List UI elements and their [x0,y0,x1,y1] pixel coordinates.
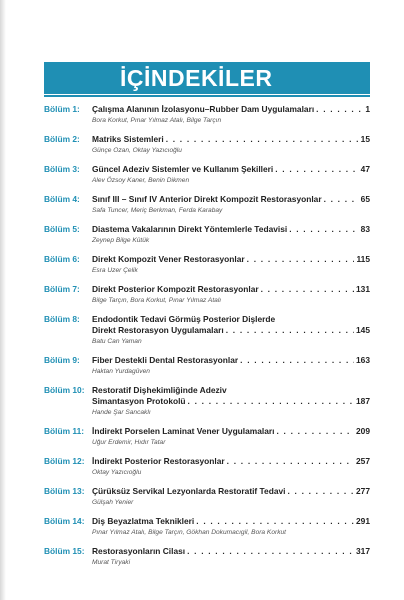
toc-entry[interactable] [44,284,370,305]
chapter-number: Bölüm 14: [44,516,85,526]
chapter-title: Simantasyon Protokolü [92,396,186,406]
toc-entry[interactable] [44,426,370,447]
page-number: 317 [356,546,370,556]
chapter-title: Çalışma Alanının İzolasyonu–Rubber Dam Uygulamaları [92,104,315,114]
chapter-number: Bölüm 5: [44,224,80,234]
dot-leader [316,104,363,115]
chapter-details [92,385,370,417]
dot-leader [324,194,359,205]
dot-leader [247,254,355,265]
chapter-authors: Safa Tuncer, Meriç Berkman, Ferda Karabay [92,207,223,214]
chapter-title: İndirekt Porselen Laminat Vener Uygulamaları [92,426,275,436]
toc-entry[interactable] [44,486,370,507]
chapter-number: Bölüm 4: [44,194,80,204]
chapter-details [92,194,370,215]
chapter-details [92,355,370,376]
dot-leader [187,546,354,557]
chapter-title: Endodontik Tedavi Görmüş Posterior Dişlerde [92,314,276,324]
chapter-title-line [92,546,370,557]
page-number: 163 [356,355,370,365]
dot-leader [188,396,354,407]
dot-leader [227,456,354,467]
page-number: 47 [360,164,370,174]
page-number: 291 [356,516,370,526]
toc-title: İÇİNDEKİLER [120,65,273,91]
chapter-authors: Gülşah Yenier [92,499,134,506]
page-number: 1 [365,104,370,114]
page-number: 65 [360,194,370,204]
chapter-authors: Uğur Erdemir, Hıdır Tatar [92,439,166,446]
dot-leader [240,355,354,366]
chapter-details [92,254,370,275]
toc-entry[interactable] [44,546,370,567]
chapter-title-line [92,325,370,336]
toc-entry[interactable] [44,456,370,477]
chapter-number: Bölüm 10: [44,385,85,395]
toc-title-banner [44,62,370,94]
chapter-title: Sınıf III – Sınıf IV Anterior Direkt Kompozit Restorasyonlar [92,194,322,204]
chapter-number: Bölüm 9: [44,355,80,365]
page-number: 277 [356,486,370,496]
chapter-number: Bölüm 13: [44,486,85,496]
chapter-number: Bölüm 2: [44,134,80,144]
chapter-title: Çürüksüz Servikal Lezyonlarda Restoratif Tedavi [92,486,286,496]
page-number: 209 [356,426,370,436]
toc-entry[interactable] [44,224,370,245]
chapter-title-line [92,314,370,325]
chapter-title: Güncel Adeziv Sistemler ve Kullanım Şekilleri [92,164,274,174]
chapter-title-line [92,134,370,145]
chapter-title: Restoratif Dişhekimliğinde Adeziv [92,385,227,395]
dot-leader [276,426,354,437]
dot-leader [289,224,358,235]
page-number: 187 [356,396,370,406]
chapter-title-line [92,385,370,396]
chapter-title: Diş Beyazlatma Teknikleri [92,516,195,526]
chapter-details [92,224,370,245]
chapter-authors: Murat Tiryaki [92,559,131,566]
chapter-title: İndirekt Posterior Restorasyonlar [92,456,225,466]
page-number: 115 [356,254,370,264]
table-of-contents [44,104,370,576]
page-number: 15 [360,134,370,144]
chapter-title-line [92,516,370,527]
toc-entry[interactable] [44,134,370,155]
chapter-number: Bölüm 12: [44,456,85,466]
chapter-details [92,134,370,155]
chapter-title: Direkt Posterior Kompozit Restorasyonlar [92,284,259,294]
chapter-title-line [92,194,370,205]
chapter-authors: Esra Uzer Çelik [92,267,138,274]
chapter-title-line [92,396,370,407]
page-number: 145 [356,325,370,335]
chapter-authors: Hande Şar Sancaklı [92,409,151,416]
chapter-title: Direkt Kompozit Vener Restorasyonlar [92,254,245,264]
chapter-details [92,516,370,537]
chapter-number: Bölüm 7: [44,284,80,294]
chapter-authors: Haktan Yurdagüven [92,368,150,375]
chapter-details [92,284,370,305]
chapter-details [92,164,370,185]
chapter-title-line [92,224,370,235]
chapter-title-line [92,426,370,437]
chapter-title-line [92,355,370,366]
chapter-details [92,486,370,507]
page-number: 83 [360,224,370,234]
toc-entry[interactable] [44,194,370,215]
toc-entry[interactable] [44,254,370,275]
chapter-title-line [92,164,370,175]
chapter-authors: Zeynep Bilge Kütük [92,237,150,244]
chapter-authors: Alev Özsoy Kaner, Benin Dikmen [92,177,190,184]
chapter-details [92,314,370,346]
chapter-authors: Günçe Ozan, Oktay Yazıcıoğlu [92,147,182,154]
chapter-title: Restorasyonların Cilası [92,546,186,556]
page-number: 131 [356,284,370,294]
chapter-number: Bölüm 8: [44,314,80,324]
chapter-details [92,456,370,477]
title-underline [44,95,370,97]
toc-entry[interactable] [44,164,370,185]
chapter-title: Diastema Vakalarının Direkt Yöntemlerle Tedavisi [92,224,288,234]
chapter-details [92,426,370,447]
toc-entry[interactable] [44,385,370,417]
dot-leader [166,134,359,145]
dot-leader [287,486,354,497]
chapter-number: Bölüm 1: [44,104,80,114]
toc-entry[interactable] [44,104,370,125]
dot-leader [226,325,354,336]
dot-leader [196,516,354,527]
toc-entry[interactable] [44,516,370,537]
chapter-title: Matriks Sistemleri [92,134,164,144]
chapter-title-line [92,456,370,467]
chapter-authors: Oktay Yazıcıoğlu [92,469,142,476]
chapter-number: Bölüm 6: [44,254,80,264]
chapter-details [92,546,370,567]
chapter-title: Fiber Destekli Dental Restorasyonlar [92,355,239,365]
page-gutter-shadow [0,0,6,600]
chapter-title-line [92,284,370,295]
chapter-details [92,104,370,125]
chapter-number: Bölüm 15: [44,546,85,556]
chapter-title-line [92,254,370,265]
chapter-authors: Bora Korkut, Pınar Yılmaz Atalı, Bilge Tarçın [92,117,222,124]
page-number: 257 [356,456,370,466]
chapter-authors: Pınar Yılmaz Atalı, Bilge Tarçın, Gökhan Dokumacıgil, Bora Korkut [92,529,286,536]
dot-leader [261,284,354,295]
chapter-authors: Bilge Tarçın, Bora Korkut, Pınar Yılmaz Atalı [92,297,222,304]
chapter-title-line [92,486,370,497]
dot-leader [275,164,358,175]
chapter-authors: Batu Can Yaman [92,338,142,345]
chapter-title: Direkt Restorasyon Uygulamaları [92,325,224,335]
toc-entry[interactable] [44,355,370,376]
toc-entry[interactable] [44,314,370,346]
chapter-number: Bölüm 3: [44,164,80,174]
chapter-title-line [92,104,370,115]
chapter-number: Bölüm 11: [44,426,85,436]
